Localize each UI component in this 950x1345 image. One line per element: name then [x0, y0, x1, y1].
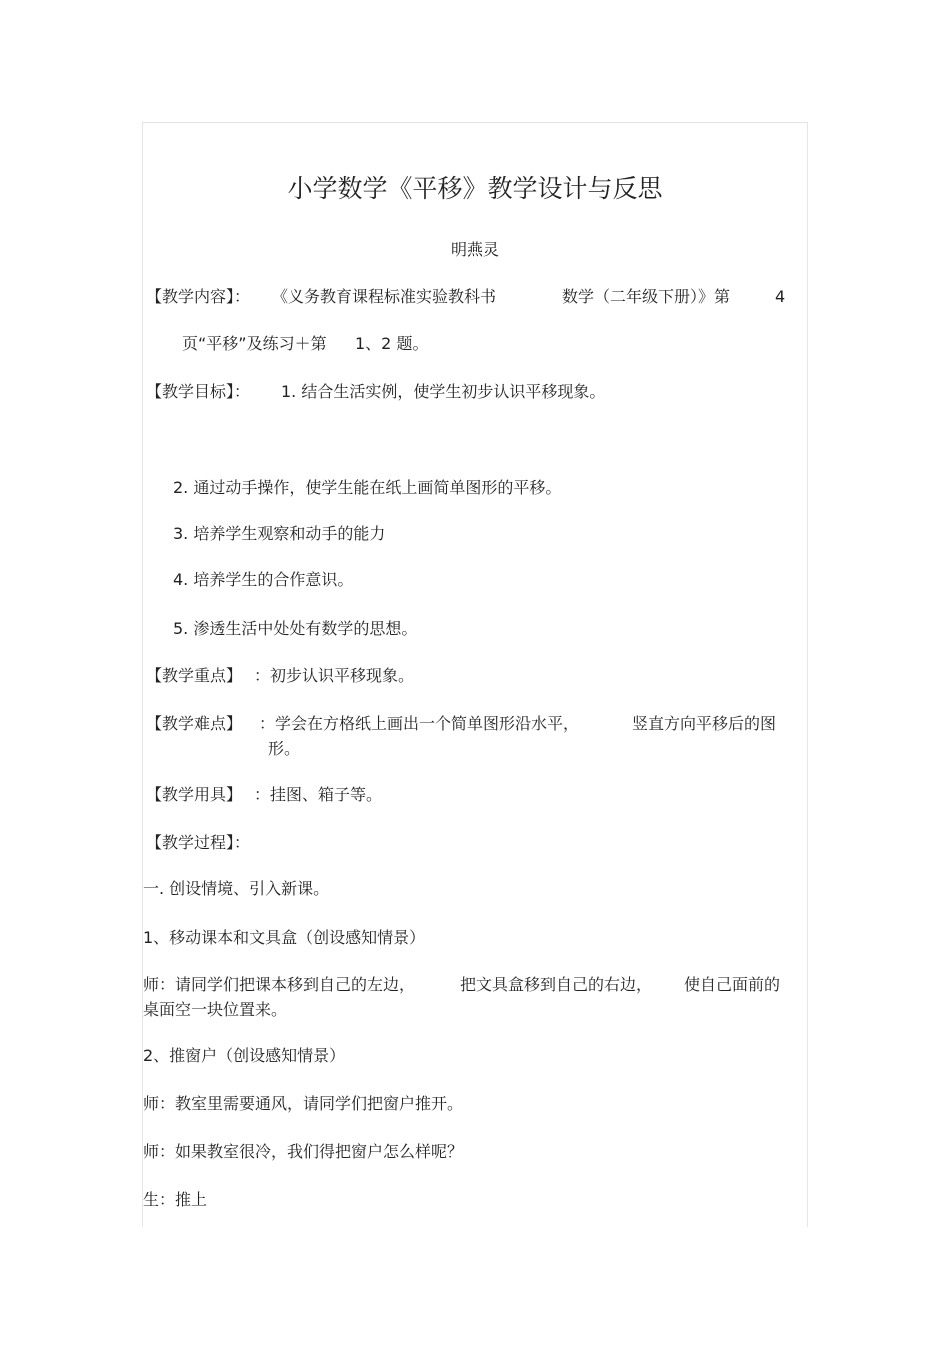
page-frame-top: [142, 122, 808, 123]
step-2: 2、推窗户（创设感知情景）: [143, 1046, 346, 1065]
difficulty-label: 【教学难点】: [146, 714, 243, 733]
goal-item-3: 3. 培养学生观察和动手的能力: [173, 524, 386, 543]
content-label: 【教学内容】：: [146, 287, 251, 306]
key-point-text: ：初步认识平移现象。: [254, 666, 415, 685]
content-text-part2: 数学（二年级下册）》第: [562, 287, 731, 306]
teacher-line-1-part3: 使自己面前的: [684, 975, 781, 994]
teacher-line-1-part1: 师：请同学们把课本移到自己的左边，: [143, 975, 416, 994]
tools-label: 【教学用具】: [146, 785, 243, 804]
key-point-label: 【教学重点】: [146, 666, 243, 685]
section-heading-1: 一. 创设情境、引入新课。: [143, 879, 330, 898]
goals-label: 【教学目标】：: [146, 382, 251, 401]
goal-item-2: 2. 通过动手操作，使学生能在纸上画简单图形的平移。: [173, 478, 562, 497]
goal-item-4: 4. 培养学生的合作意识。: [173, 570, 354, 589]
tools-text: ：挂图、箱子等。: [254, 785, 383, 804]
difficulty-text-part1: ：学会在方格纸上画出一个简单图形沿水平，: [259, 714, 580, 733]
step-1: 1、移动课本和文具盒（创设感知情景）: [143, 928, 426, 947]
difficulty-text-part3: 形。: [268, 739, 301, 758]
goal-item-5: 5. 渗透生活中处处有数学的思想。: [173, 619, 418, 638]
content-text-part1: 《义务教育课程标准实验教科书: [272, 287, 497, 306]
document-title: 小学数学《平移》教学设计与反思: [287, 174, 663, 203]
teacher-line-2: 师：教室里需要通风，请同学们把窗户推开。: [143, 1094, 464, 1113]
teacher-line-1-part2: 把文具盒移到自己的右边，: [460, 975, 653, 994]
goal-item-1: 1. 结合生活实例，使学生初步认识平移现象。: [281, 382, 606, 401]
content-text-line2-part1: 页“平移”及练习＋第: [182, 334, 327, 353]
teacher-line-1-part4: 桌面空一块位置来。: [143, 1000, 288, 1019]
content-text-line2-part2: 1、2 题。: [355, 334, 429, 353]
teacher-line-3: 师：如果教室很冷，我们得把窗户怎么样呢？: [143, 1142, 464, 1161]
content-text-part3: 4: [775, 287, 786, 306]
page-frame-right: [807, 122, 808, 1227]
student-line-1: 生：推上: [143, 1190, 208, 1209]
process-label: 【教学过程】：: [146, 833, 251, 852]
author-name: 明燕灵: [450, 240, 499, 259]
difficulty-text-part2: 竖直方向平移后的图: [632, 714, 777, 733]
